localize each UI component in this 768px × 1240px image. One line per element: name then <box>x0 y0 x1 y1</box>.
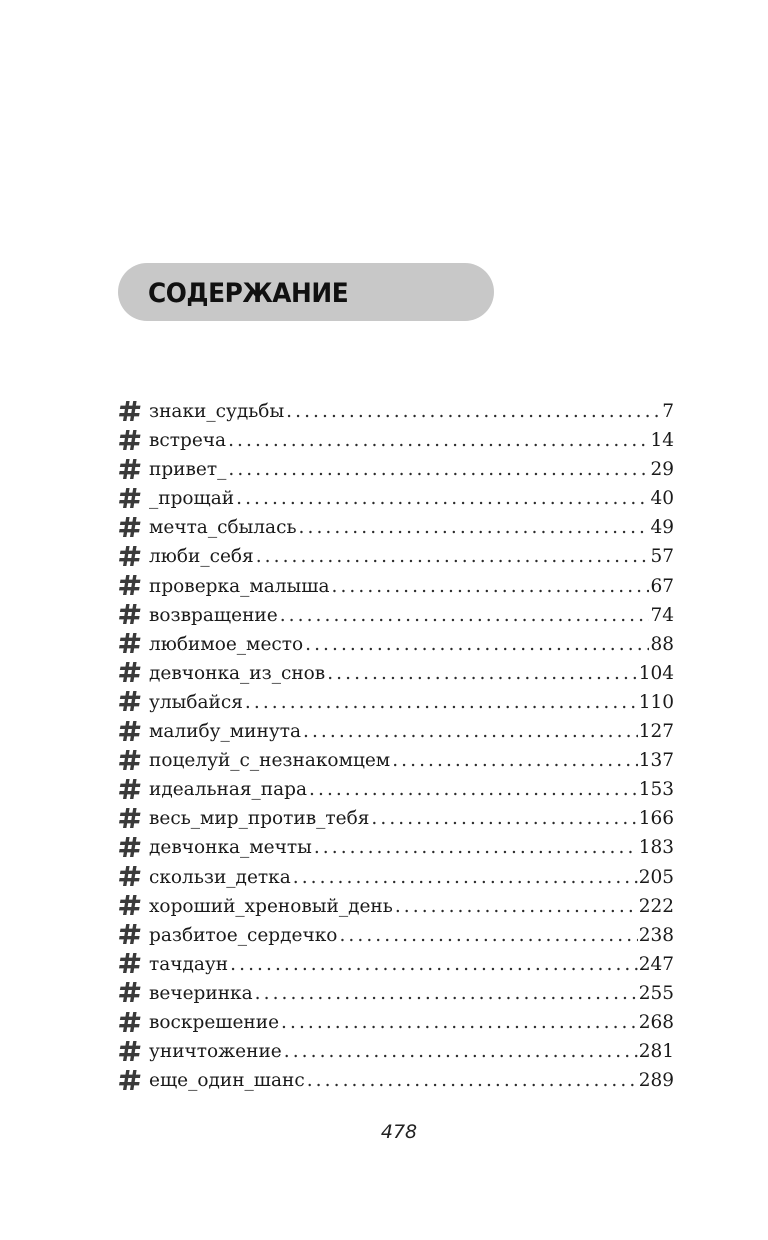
dot-leader <box>369 804 637 833</box>
toc-entry-page: 67 <box>650 575 674 597</box>
toc-entry-page: 153 <box>638 779 674 801</box>
dot-leader <box>282 1037 638 1066</box>
toc-entry <box>118 455 674 484</box>
hash-icon <box>118 835 142 859</box>
dot-leader <box>243 688 638 717</box>
toc-entry <box>118 717 674 746</box>
hash-icon <box>118 922 142 946</box>
toc-entry-page: 110 <box>638 691 674 713</box>
toc-entry <box>118 601 674 630</box>
toc-entry <box>118 746 674 775</box>
toc-entry-title: идеальная_пара <box>149 779 308 801</box>
toc-entry-page: 49 <box>650 517 674 539</box>
toc-entry-title: еще_один_шанс <box>149 1070 305 1092</box>
toc-entry-title: встреча <box>149 430 227 452</box>
hash-icon <box>118 1010 142 1034</box>
dot-leader <box>297 513 650 542</box>
toc-entry <box>118 979 674 1008</box>
toc-entry <box>118 950 674 979</box>
toc-entry-page: 14 <box>650 430 674 452</box>
hash-icon <box>118 544 142 568</box>
toc-entry-page: 40 <box>650 488 674 510</box>
dot-leader <box>234 484 649 513</box>
toc-entry-page: 74 <box>650 604 674 626</box>
dot-leader <box>226 455 649 484</box>
toc-entry-title: люби_себя <box>149 546 254 568</box>
toc-entry-title: любимое_место <box>149 633 304 655</box>
toc-entry-page: 205 <box>638 866 674 888</box>
hash-icon <box>118 399 142 423</box>
toc-entry-page: 127 <box>638 721 674 743</box>
dot-leader <box>279 1008 638 1037</box>
toc-entry-title: возвращение <box>149 604 278 626</box>
hash-icon <box>118 719 142 743</box>
dot-leader <box>226 426 649 455</box>
toc-entry <box>118 921 674 950</box>
dot-leader <box>393 892 638 921</box>
toc-entry <box>118 513 674 542</box>
dot-leader <box>303 630 649 659</box>
dot-leader <box>329 572 649 601</box>
hash-icon <box>118 602 142 626</box>
toc-entry-page: 166 <box>638 808 674 830</box>
dot-leader <box>337 921 637 950</box>
toc-entry <box>118 659 674 688</box>
toc-entry-page: 183 <box>638 837 674 859</box>
toc-entry-title: скользи_детка <box>149 866 291 888</box>
hash-icon <box>118 573 142 597</box>
toc-entry <box>118 572 674 601</box>
toc-entry <box>118 775 674 804</box>
toc-entry-page: 7 <box>662 401 674 422</box>
hash-icon <box>118 893 142 917</box>
toc-entry-page: 222 <box>638 895 674 917</box>
toc-entry <box>118 833 674 862</box>
hash-icon <box>118 748 142 772</box>
dot-leader <box>307 775 638 804</box>
toc-entry-title: уничтожение <box>149 1041 282 1063</box>
toc-entry-title: мечта_сбылась <box>149 517 297 539</box>
toc-entry <box>118 542 674 571</box>
toc-entry <box>118 630 674 659</box>
toc-entry <box>118 892 674 921</box>
hash-icon <box>118 806 142 830</box>
toc-entry-title: привет_ <box>149 459 227 481</box>
page-title: СОДЕРЖАНИЕ <box>148 278 349 309</box>
toc-entry-page: 29 <box>650 459 674 481</box>
hash-icon <box>118 1068 142 1092</box>
toc-entry-title: девчонка_из_снов <box>149 662 326 684</box>
dot-leader <box>228 950 638 979</box>
toc-entry-title: улыбайся <box>149 691 243 713</box>
toc-entry <box>118 688 674 717</box>
dot-leader <box>278 601 650 630</box>
dot-leader <box>325 659 637 688</box>
hash-icon <box>118 777 142 801</box>
toc-entry-page: 268 <box>638 1011 674 1033</box>
toc-entry-title: весь_мир_против_тебя <box>149 808 370 830</box>
toc-entry-title: _прощай <box>149 488 235 510</box>
hash-icon <box>118 486 142 510</box>
toc-entry-title: разбитое_сердечко <box>149 924 338 946</box>
dot-leader <box>301 717 638 746</box>
toc-entry <box>118 1037 674 1066</box>
table-of-contents <box>118 397 674 1095</box>
hash-icon <box>118 951 142 975</box>
toc-entry-page: 104 <box>638 662 674 684</box>
hash-icon <box>118 1039 142 1063</box>
hash-icon <box>118 689 142 713</box>
toc-entry <box>118 1066 674 1095</box>
toc-entry-title: малибу_минута <box>149 721 301 743</box>
hash-icon <box>118 864 142 888</box>
toc-entry-page: 281 <box>638 1041 674 1063</box>
toc-entry-title: знаки_судьбы <box>149 401 285 422</box>
dot-leader <box>253 979 638 1008</box>
toc-entry-page: 88 <box>650 633 674 655</box>
toc-entry <box>118 484 674 513</box>
hash-icon <box>118 980 142 1004</box>
toc-entry-page: 247 <box>638 953 674 975</box>
dot-leader <box>312 833 638 862</box>
toc-entry <box>118 397 674 426</box>
toc-entry-page: 255 <box>638 982 674 1004</box>
toc-entry-title: проверка_малыша <box>149 575 330 597</box>
toc-entry <box>118 426 674 455</box>
dot-leader <box>390 746 637 775</box>
toc-entry-title: вечеринка <box>149 982 253 1004</box>
toc-entry-page: 137 <box>638 750 674 772</box>
toc-entry-page: 289 <box>638 1070 674 1092</box>
hash-icon <box>118 660 142 684</box>
dot-leader <box>254 542 650 571</box>
toc-entry <box>118 863 674 892</box>
toc-entry-page: 57 <box>650 546 674 568</box>
hash-icon <box>118 428 142 452</box>
toc-entry-title: поцелуй_с_незнакомцем <box>149 750 391 772</box>
hash-icon <box>118 631 142 655</box>
page-number: 478 <box>380 1121 418 1143</box>
toc-entry-title: хороший_хреновый_день <box>149 895 393 917</box>
dot-leader <box>284 397 661 426</box>
toc-entry-title: тачдаун <box>149 953 229 975</box>
hash-icon <box>118 515 142 539</box>
toc-entry-page: 238 <box>638 924 674 946</box>
toc-entry <box>118 1008 674 1037</box>
dot-leader <box>305 1066 638 1095</box>
dot-leader <box>291 863 638 892</box>
toc-entry-title: воскрешение <box>149 1011 280 1033</box>
hash-icon <box>118 457 142 481</box>
toc-entry-title: девчонка_мечты <box>149 837 312 859</box>
toc-entry <box>118 804 674 833</box>
